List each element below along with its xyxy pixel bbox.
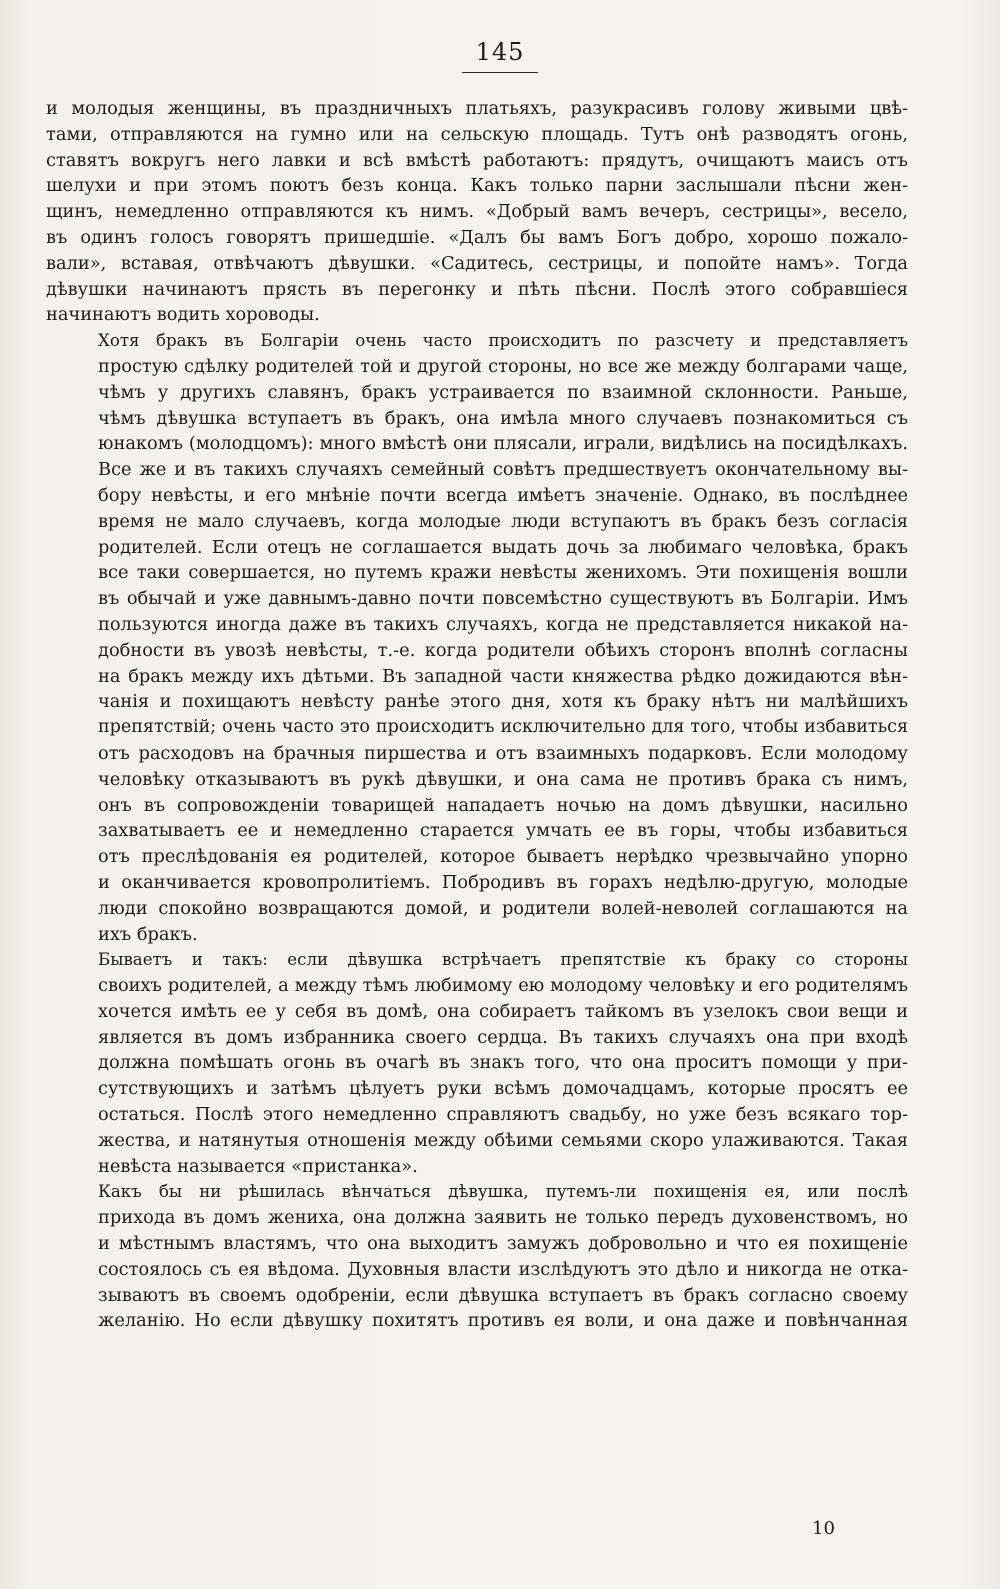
text-line: простую сдѣлку родителей той и другой стороны, но все же между болгарами чаще,	[98, 355, 908, 377]
text-line: щинъ, немедленно отправляются къ нимъ. «Добрый вамъ вечеръ, сестрицы», весело,	[46, 201, 908, 223]
text-line: чѣмъ у другихъ славянъ, бракъ устраивается по взаимной склонности. Раньше,	[98, 381, 908, 403]
page-header	[0, 38, 1000, 73]
text-line: чанія и похищаютъ невѣсту ранѣе этого дня, хотя къ браку нѣтъ ни малѣйшихъ	[98, 691, 908, 713]
text-line: ихъ бракъ.	[98, 923, 198, 945]
text-line: хочется имѣть ее у себя въ домѣ, она собираетъ тайкомъ въ узелокъ свои вещи и	[98, 1000, 908, 1022]
text-line: должна помѣшать огонь въ очагѣ въ знакъ того, что она проситъ помощи у при-	[98, 1052, 908, 1074]
text-line: и оканчивается кровопролитіемъ. Побродивъ въ горахъ недѣлю-другую, молодые	[98, 871, 908, 893]
text-line: въ одинъ голосъ говорятъ пришедшіе. «Далъ бы вамъ Богъ добро, хорошо пожало-	[46, 226, 908, 248]
text-line: Бываетъ и такъ: если дѣвушка встрѣчаетъ препятствіе къ браку со стороны	[98, 950, 908, 970]
text-line: состоялось съ ея вѣдома. Духовныя власти изслѣдуютъ это дѣло и никогда не отка-	[98, 1258, 908, 1280]
text-line: чѣмъ дѣвушка вступаетъ въ бракъ, она имѣла много случаевъ познакомиться съ	[98, 407, 908, 429]
text-line: юнакомъ (молодцомъ): много вмѣстѣ они плясали, играли, видѣлись на посидѣлкахъ.	[98, 433, 908, 455]
paragraph	[46, 947, 908, 1179]
text-line: Какъ бы ни рѣшилась вѣнчаться дѣвушка, путемъ-ли похищенія ея, или послѣ	[98, 1182, 908, 1202]
text-line: своихъ родителей, а между тѣмъ любимому ею молодому человѣку и его родителямъ	[98, 975, 908, 997]
text-line: тами, отправляются на гумно или на сельскую площадь. Тутъ онѣ разводятъ огонь,	[46, 123, 908, 145]
text-line: все таки совершается, но путемъ кражи невѣсты женихомъ. Эти похищенія вошли	[98, 562, 908, 584]
text-line: желанію. Но если дѣвушку похитятъ противъ ея воли, и она даже и повѣнчанная	[98, 1310, 908, 1332]
text-line: ставятъ вокругъ него лавки и всѣ вмѣстѣ работаютъ: прядутъ, очищаютъ маисъ отъ	[46, 149, 908, 171]
text-line: невѣста называется «пристанка».	[98, 1155, 418, 1177]
paragraph	[46, 1179, 908, 1334]
text-line: на бракъ между ихъ дѣтьми. Въ западной части княжества рѣдко дожидаются вѣн-	[98, 665, 908, 687]
text-line: дѣвушки начинаютъ прясть въ перегонку и пѣть пѣсни. Послѣ этого собравшіеся	[46, 278, 908, 300]
text-line: вали», вставая, отвѣчаютъ дѣвушки. «Садитесь, сестрицы, и попойте намъ». Тогда	[46, 252, 908, 274]
text-line: въ обычай и уже давнымъ-давно почти повсемѣстно существуютъ въ Болгаріи. Имъ	[98, 588, 908, 610]
text-line: добности въ увозѣ невѣсты, т.-е. когда родители обѣихъ сторонъ вполнѣ согласны	[98, 639, 908, 661]
text-line: жества, и натянутыя отношенія между обѣими семьями скоро улаживаются. Такая	[98, 1129, 908, 1151]
text-line: время не мало случаевъ, когда молодые люди вступаютъ въ бракъ безъ согласія	[98, 510, 908, 532]
text-line: прихода въ домъ жениха, она должна заявить не только передъ духовенствомъ, но	[98, 1207, 908, 1229]
signature-mark: 10	[812, 1518, 835, 1539]
text-line: люди спокойно возвращаются домой, и родители волей-неволей соглашаются на	[98, 897, 908, 919]
text-line: захватываетъ ее и немедленно старается умчать ее въ горы, чтобы избавиться	[98, 820, 908, 842]
text-line: остаться. Послѣ этого немедленно справляютъ свадьбу, но уже безъ всякаго тор-	[98, 1104, 908, 1126]
text-line: шелухи и при этомъ поютъ безъ конца. Какъ только парни заслышали пѣсни жен-	[46, 175, 908, 197]
text-line: человѣку отказываютъ въ рукѣ дѣвушки, и она сама не противъ брака съ нимъ,	[98, 768, 908, 790]
paragraph	[46, 328, 908, 947]
text-line: и мѣстнымъ властямъ, что она выходитъ замужъ добровольно и что ея похищеніе	[98, 1233, 908, 1255]
text-line: зываютъ въ своемъ одобреніи, если дѣвушка вступаетъ въ бракъ согласно своему	[98, 1284, 908, 1306]
body-text	[46, 96, 908, 1334]
text-line: препятствій; очень часто это происходитъ исключительно для того, чтобы избавиться	[98, 717, 908, 738]
page-number: 145	[462, 38, 539, 73]
text-line: сутствующихъ и затѣмъ цѣлуетъ руки всѣмъ домочадцамъ, которые просятъ ее	[98, 1078, 908, 1100]
text-line: бору невѣсты, и его мнѣніе почти всегда имѣетъ значеніе. Однако, въ послѣднее	[98, 484, 908, 506]
text-line: отъ расходовъ на брачныя пиршества и отъ взаимныхъ подарковъ. Если молодому	[98, 742, 908, 764]
text-line: родителей. Если отецъ не соглашается выдать дочь за любимаго человѣка, бракъ	[98, 536, 908, 558]
paragraph	[46, 96, 908, 328]
text-line: Хотя бракъ въ Болгаріи очень часто происходитъ по разсчету и представляетъ	[98, 331, 908, 351]
text-line: и молодыя женщины, въ праздничныхъ платьяхъ, разукрасивъ голову живыми цвѣ-	[46, 98, 908, 119]
text-line: начинаютъ водить хороводы.	[46, 304, 320, 326]
text-line: пользуются иногда даже въ такихъ случаяхъ, когда не представляется никакой на-	[98, 613, 908, 635]
text-line: отъ преслѣдованія ея родителей, которое бываетъ нерѣдко чрезвычайно упорно	[98, 846, 908, 868]
text-line: Все же и въ такихъ случаяхъ семейный совѣтъ предшествуетъ окончательному вы-	[98, 459, 908, 481]
text-line: онъ въ сопровожденіи товарищей нападаетъ ночью на домъ дѣвушки, насильно	[98, 794, 908, 816]
text-line: является въ домъ избранника своего сердца. Въ такихъ случаяхъ она при входѣ	[98, 1026, 908, 1048]
